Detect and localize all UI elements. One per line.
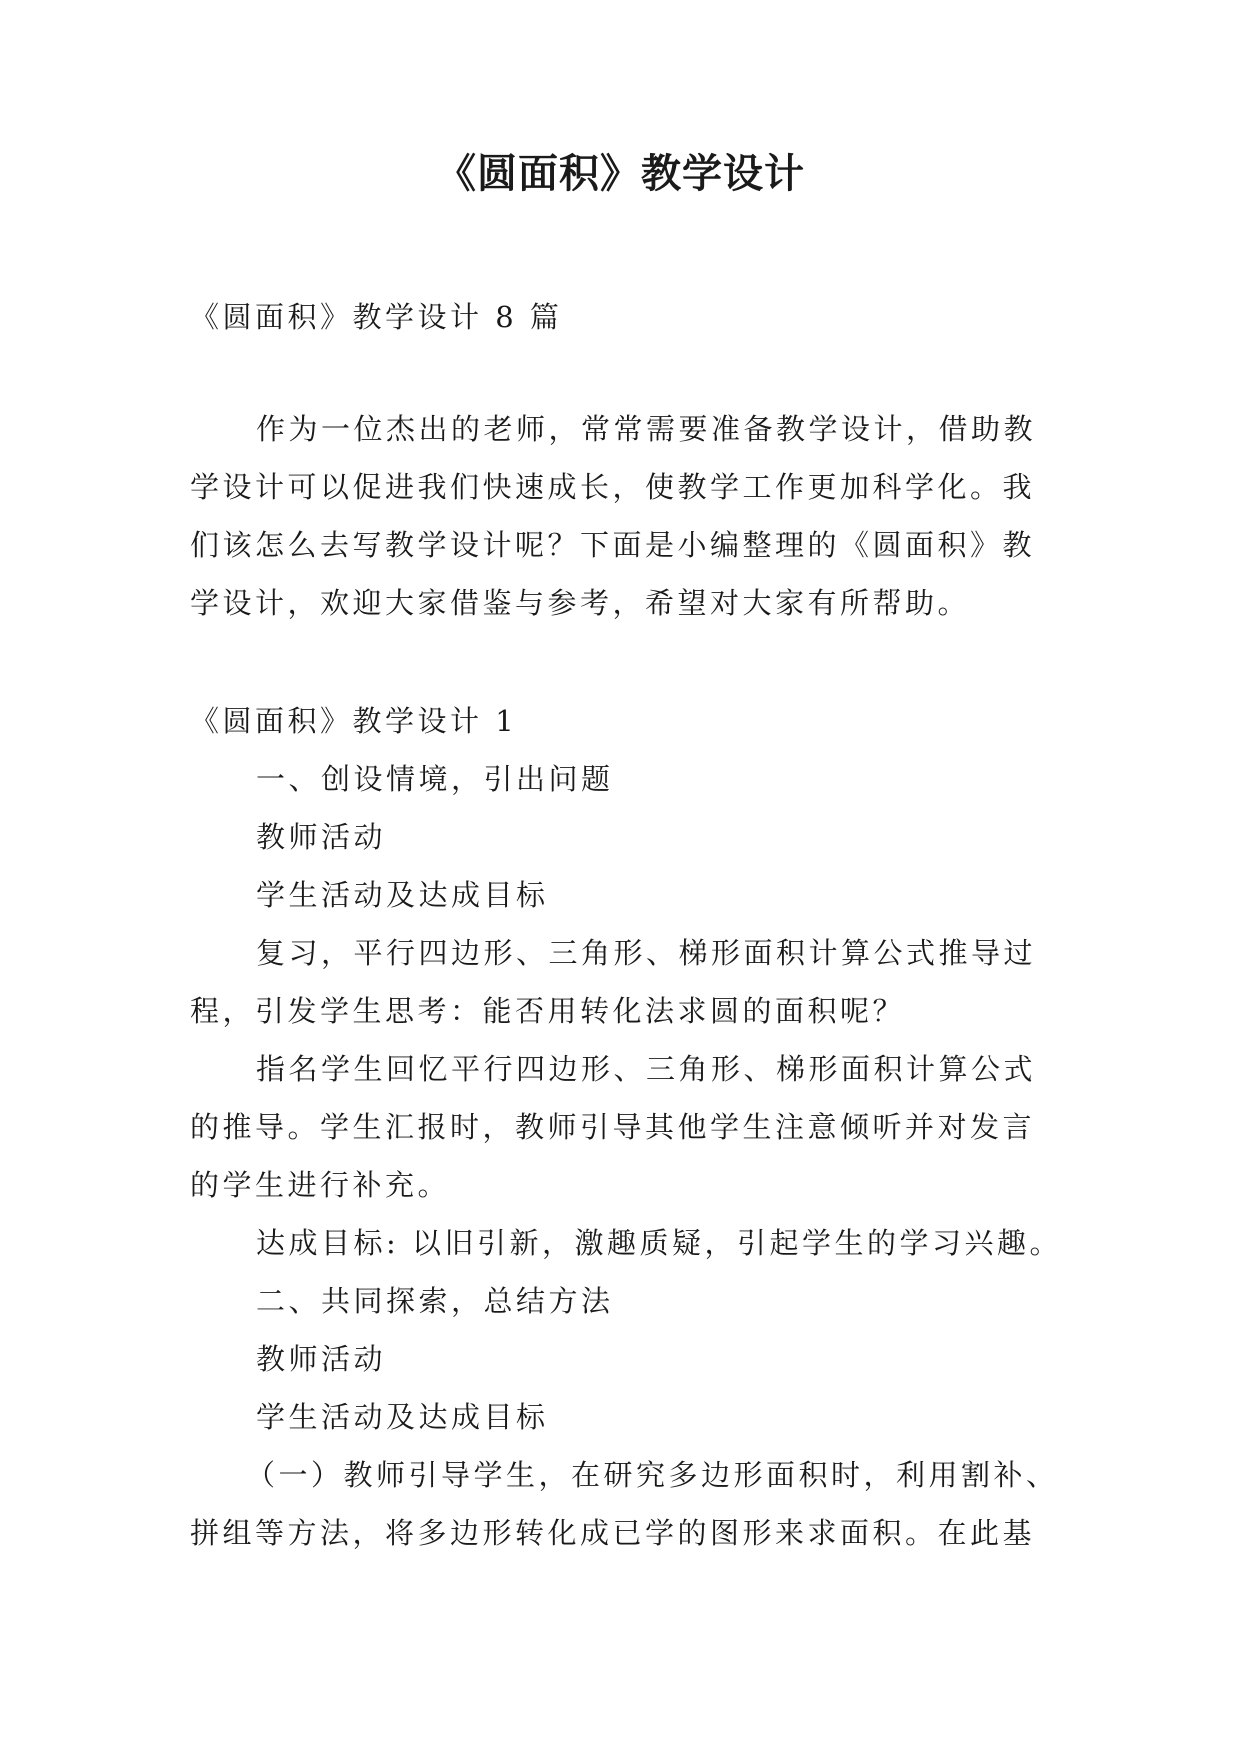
intro-line: 们该怎么去写教学设计呢？下面是小编整理的《圆面积》教 (190, 528, 1036, 562)
teacher-activity-label: 教师活动 (256, 820, 387, 854)
guide-line: 拼组等方法，将多边形转化成已学的图形来求面积。在此基 (190, 1516, 1036, 1550)
review-line: 程，引发学生思考：能否用转化法求圆的面积呢？ (190, 994, 906, 1028)
recall-line: 指名学生回忆平行四边形、三角形、梯形面积计算公式 (256, 1052, 1037, 1086)
review-line: 复习，平行四边形、三角形、梯形面积计算公式推导过 (256, 936, 1037, 970)
part-heading: 二、共同探索，总结方法 (256, 1284, 614, 1318)
recall-line: 的推导。学生汇报时，教师引导其他学生注意倾听并对发言 (190, 1110, 1036, 1144)
part-heading: 一、创设情境，引出问题 (256, 762, 614, 796)
document-subtitle: 《圆面积》教学设计 8 篇 (190, 300, 563, 334)
intro-paragraph (190, 400, 1050, 632)
intro-line: 学设计，欢迎大家借鉴与参考，希望对大家有所帮助。 (190, 586, 971, 620)
recall-line: 的学生进行补充。 (190, 1168, 451, 1202)
section-1 (190, 692, 1062, 1562)
section-heading: 《圆面积》教学设计 1 (190, 704, 518, 738)
document-subtitle-block (190, 288, 1050, 346)
document-title: 《圆面积》教学设计 (436, 151, 805, 197)
intro-line: 学设计可以促进我们快速成长，使教学工作更加科学化。我 (190, 470, 1036, 504)
guide-line: （一）教师引导学生，在研究多边形面积时，利用割补、 (246, 1458, 1059, 1492)
teacher-activity-label: 教师活动 (256, 1342, 387, 1376)
goal-line: 达成目标: 以旧引新，激趣质疑，引起学生的学习兴趣。 (256, 1226, 1062, 1260)
student-activity-label: 学生活动及达成目标 (256, 1400, 549, 1434)
intro-line: 作为一位杰出的老师，常常需要准备教学设计，借助教 (256, 412, 1037, 446)
student-activity-label: 学生活动及达成目标 (256, 878, 549, 912)
